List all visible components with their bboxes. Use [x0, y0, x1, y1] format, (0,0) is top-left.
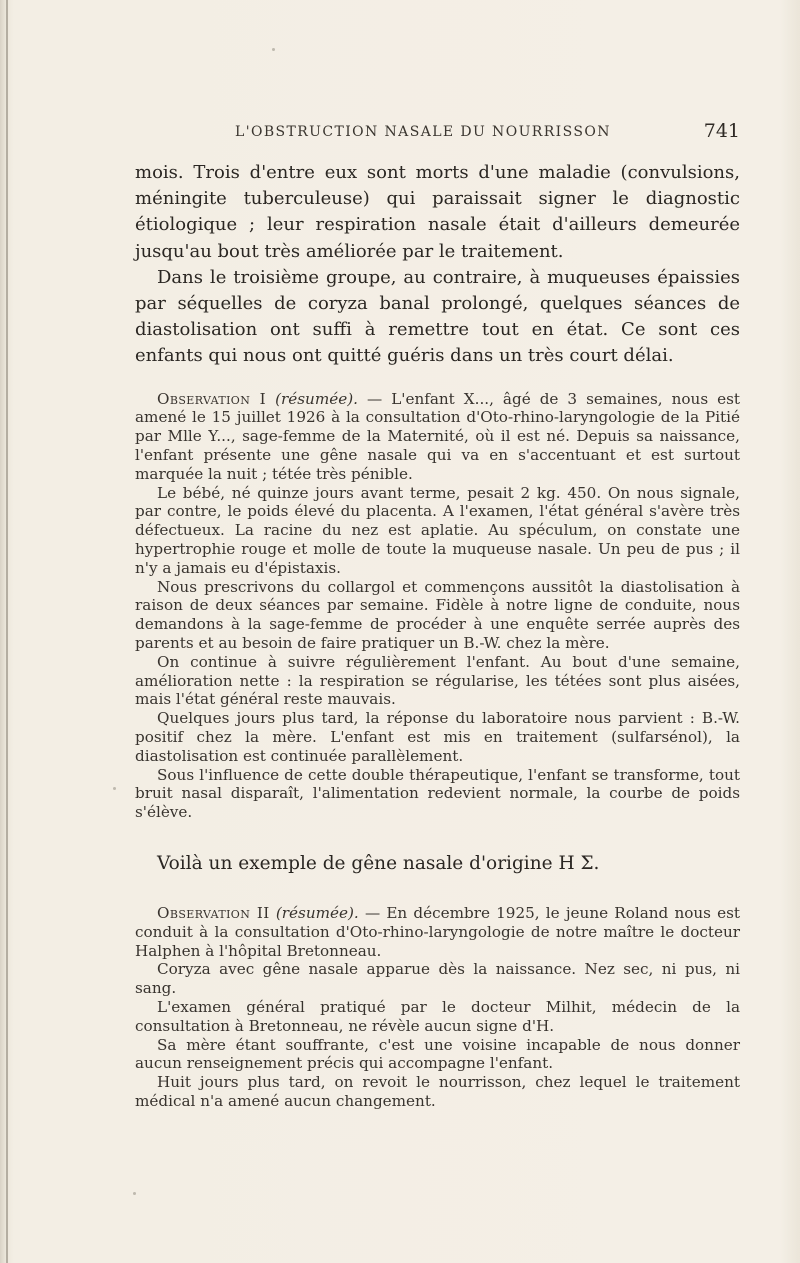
intro-paragraph: mois. Trois d'entre eux sont morts d'une maladie (convulsions, méningite tuberculeuse) qui paraissait signer le diagnostic étiologique ; leur respiration nasale était d'ailleurs demeurée jusqu'au bout très améliorée par le traitement. — [135, 162, 740, 262]
observation-1-opening — [135, 390, 740, 484]
observation-1-paragraph: Le bébé, né quinze jours avant terme, pesait 2 kg. 450. On nous signale, par contre, le poids élevé du placenta. A l'examen, l'état général s'avère très défectueux. La racine du nez est aplatie. Au spéculum, on constate une hypertrophie rouge et molle de toute la muqueuse nasale. Un peu de pus ; il n'y a jamais eu d'épistaxis. — [135, 483, 740, 577]
observation-1-label: Observation I — [157, 389, 267, 408]
paper-speck — [272, 48, 275, 51]
observation-1-qualifier: (résumée). — [275, 389, 358, 408]
observation-2-label: Observation II — [157, 903, 270, 922]
observation-1-text: — L'enfant X..., âgé de 3 semaines, nous est amené le 15 juillet 1926 à la consultation d'Oto-rhino-laryngologie de la Pitié par Mlle Y..., sage-femme de la Maternité, où il est né. Depuis sa naissance, l'enfant présente une gêne nasale qui va en s'accentuant et est surtout marquée la nuit ; tétée très pénible. — [135, 389, 741, 483]
observation-2-text: — En décembre 1925, le jeune Roland nous est conduit à la consultation d'Oto-rhino-laryngologie de notre maître le docteur Halphen à l'hôpital Bretonneau. — [135, 903, 741, 960]
observation-2 — [135, 904, 740, 1111]
page-body — [135, 160, 740, 1111]
observation-2-paragraph: Huit jours plus tard, on revoit le nourrisson, chez lequel le traitement médical n'a amené aucun changement. — [135, 1073, 740, 1110]
intro-paragraph: Dans le troisième groupe, au contraire, à muqueuses épaissies par séquelles de coryza banal prolongé, quelques séances de diastolisation ont suffi à remettre tout en état. Ce sont ces enfants qui nous ont quitté guéris dans un très court délai. — [135, 266, 740, 367]
binding-edge — [6, 0, 8, 1263]
observation-2-qualifier: (résumée). — [275, 903, 359, 922]
page-number: 741 — [703, 120, 740, 142]
observation-2-paragraph: Coryza avec gêne nasale apparue dès la naissance. Nez sec, ni pus, ni sang. — [135, 960, 740, 998]
conclusion-line: Voilà un exemple de gêne nasale d'origine H Σ. — [157, 852, 600, 874]
paper-speck — [133, 1192, 136, 1195]
observation-1-paragraph: On continue à suivre régulièrement l'enfant. Au bout d'une semaine, amélioration nette : la respiration se régularise, les tétées sont plus aisées, mais l'état général reste mauvais. — [135, 652, 740, 709]
observation-2-paragraph: Sa mère étant souffrante, c'est une voisine incapable de nous donner aucun renseignement précis qui accompagne l'enfant. — [135, 1035, 740, 1073]
observation-2-paragraph: L'examen général pratiqué par le docteur Milhit, médecin de la consultation à Bretonneau, ne révèle aucun signe d'H. — [135, 997, 740, 1035]
observation-2-opening — [135, 904, 740, 960]
observation-1-paragraph: Quelques jours plus tard, la réponse du laboratoire nous parvient : B.-W. positif chez la mère. L'enfant est mis en traitement (sulfarsénol), la diastolisation est continuée parallèlement. — [135, 709, 740, 765]
observation-1-paragraph: Sous l'influence de cette double thérapeutique, l'enfant se transforme, tout bruit nasal disparaît, l'alimentation redevient normale, la courbe de poids s'élève. — [135, 765, 740, 822]
running-title: L'OBSTRUCTION NASALE DU NOURRISSON — [235, 124, 611, 140]
paper-speck — [113, 787, 116, 790]
observation-1 — [135, 390, 740, 822]
observation-1-paragraph: Nous prescrivons du collargol et commençons aussitôt la diastolisation à raison de deux séances par semaine. Fidèle à notre ligne de conduite, nous demandons à la sage-femme de procéder à une enquête serrée auprès des parents et au besoin de faire pratiquer un B.-W. chez la mère. — [135, 577, 740, 652]
intro-section — [135, 160, 740, 370]
page-header — [135, 120, 740, 148]
